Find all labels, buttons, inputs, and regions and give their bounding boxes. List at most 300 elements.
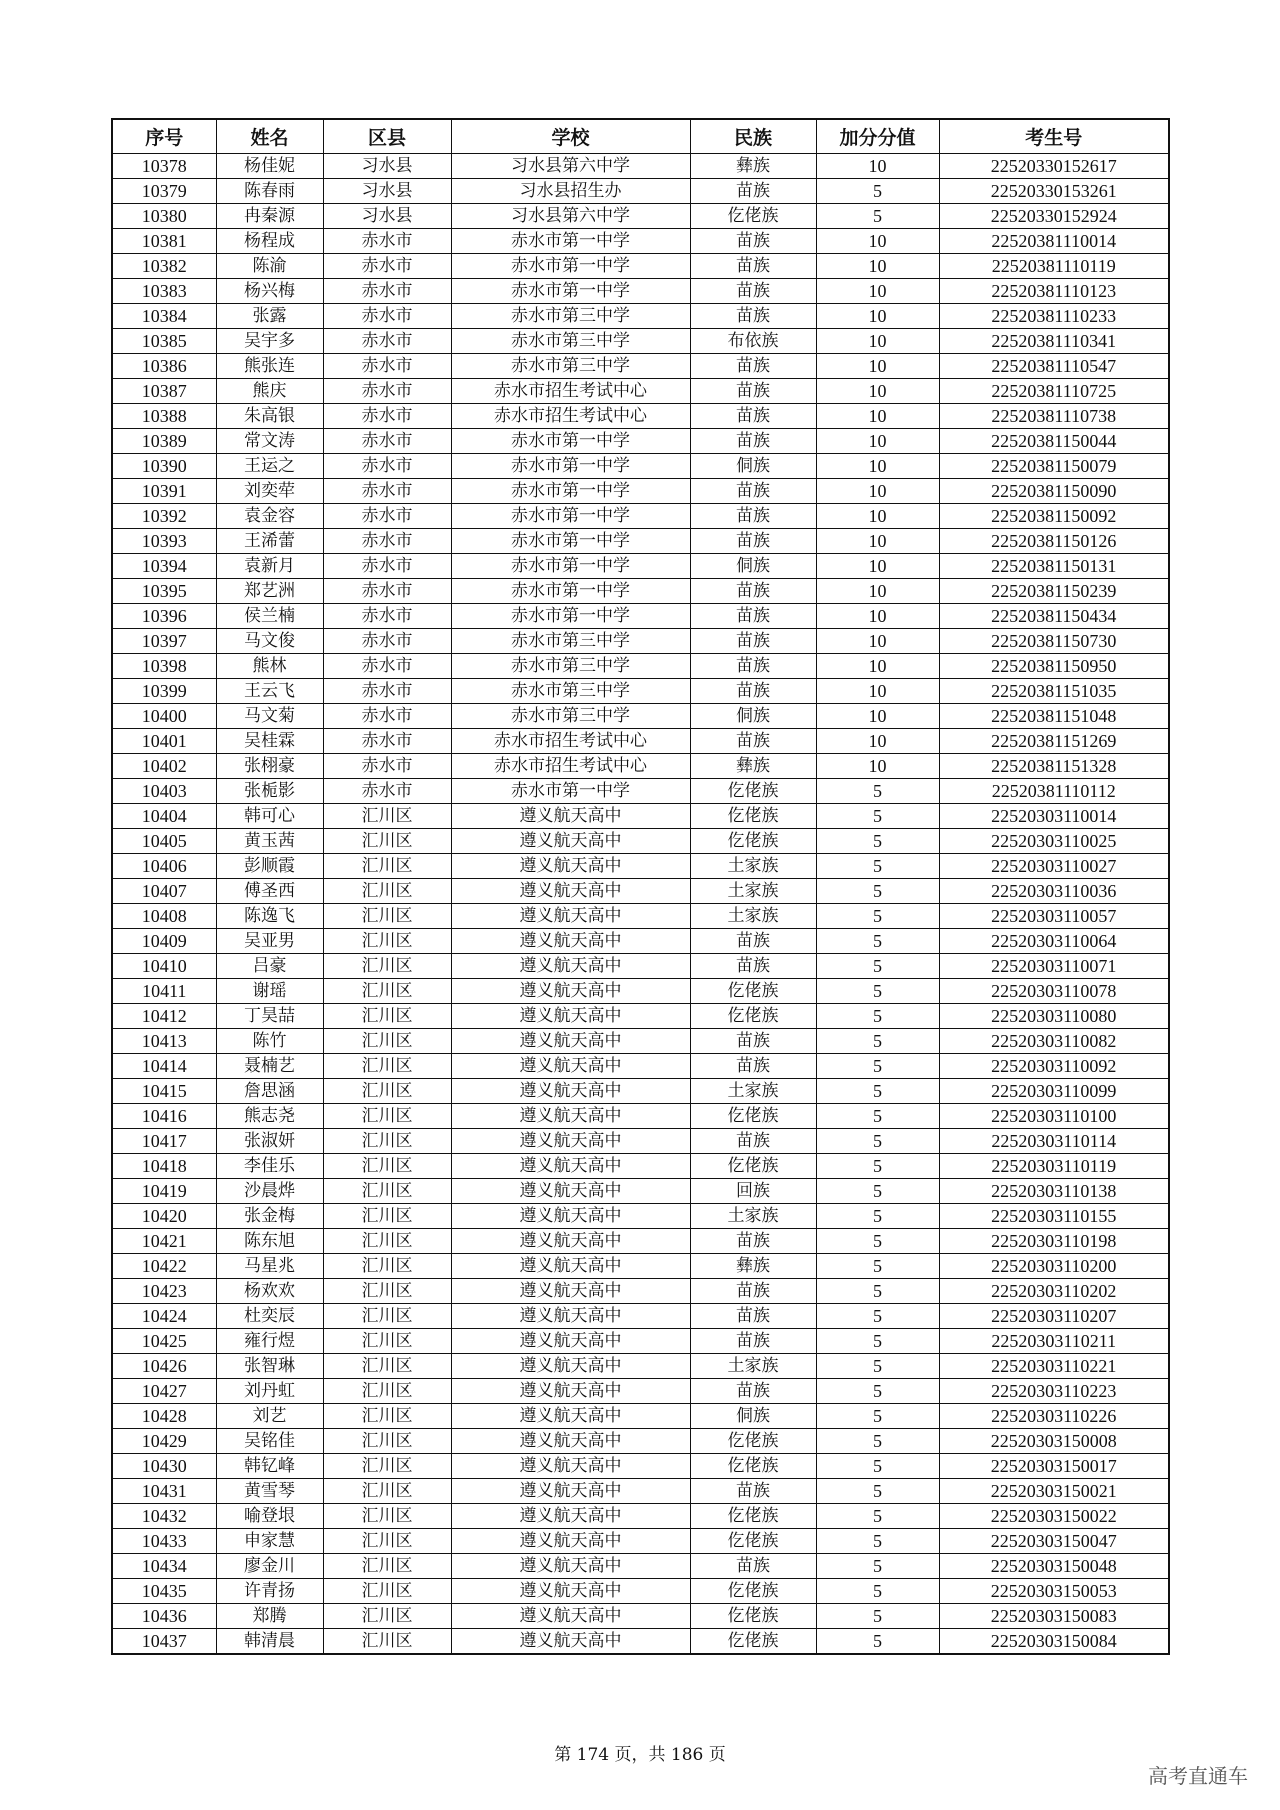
cell-county: 汇川区 <box>323 1079 451 1104</box>
cell-exam-id: 22520303150022 <box>939 1504 1169 1529</box>
cell-school: 习水县招生办 <box>451 179 690 204</box>
cell-county: 汇川区 <box>323 1154 451 1179</box>
cell-name: 常文涛 <box>216 429 323 454</box>
cell-bonus: 5 <box>816 1054 939 1079</box>
cell-serial: 10417 <box>112 1129 216 1154</box>
cell-school: 遵义航天高中 <box>451 829 690 854</box>
cell-name: 黄雪琴 <box>216 1479 323 1504</box>
cell-county: 赤水市 <box>323 429 451 454</box>
cell-ethnicity: 苗族 <box>690 229 816 254</box>
cell-county: 汇川区 <box>323 854 451 879</box>
table-row <box>112 554 1169 579</box>
cell-county: 汇川区 <box>323 1004 451 1029</box>
cell-ethnicity: 彝族 <box>690 1254 816 1279</box>
cell-school: 遵义航天高中 <box>451 1479 690 1504</box>
cell-ethnicity: 回族 <box>690 1179 816 1204</box>
cell-serial: 10431 <box>112 1479 216 1504</box>
cell-name: 郑腾 <box>216 1604 323 1629</box>
cell-name: 吴桂霖 <box>216 729 323 754</box>
table-row <box>112 1279 1169 1304</box>
cell-name: 吕豪 <box>216 954 323 979</box>
table-row <box>112 629 1169 654</box>
cell-ethnicity: 苗族 <box>690 954 816 979</box>
cell-ethnicity: 侗族 <box>690 554 816 579</box>
table-row <box>112 179 1169 204</box>
cell-county: 赤水市 <box>323 704 451 729</box>
cell-ethnicity: 苗族 <box>690 504 816 529</box>
table-row <box>112 604 1169 629</box>
cell-county: 赤水市 <box>323 729 451 754</box>
cell-county: 赤水市 <box>323 304 451 329</box>
cell-name: 张栀影 <box>216 779 323 804</box>
cell-bonus: 5 <box>816 1579 939 1604</box>
cell-bonus: 5 <box>816 204 939 229</box>
cell-ethnicity: 苗族 <box>690 729 816 754</box>
cell-school: 遵义航天高中 <box>451 979 690 1004</box>
cell-school: 遵义航天高中 <box>451 1179 690 1204</box>
cell-exam-id: 22520303110027 <box>939 854 1169 879</box>
cell-name: 杨兴梅 <box>216 279 323 304</box>
cell-exam-id: 22520303110155 <box>939 1204 1169 1229</box>
cell-name: 陈东旭 <box>216 1229 323 1254</box>
cell-bonus: 10 <box>816 304 939 329</box>
table-row <box>112 929 1169 954</box>
cell-exam-id: 22520330152924 <box>939 204 1169 229</box>
cell-exam-id: 22520381110341 <box>939 329 1169 354</box>
cell-school: 遵义航天高中 <box>451 1204 690 1229</box>
cell-bonus: 5 <box>816 1554 939 1579</box>
cell-exam-id: 22520381150079 <box>939 454 1169 479</box>
cell-county: 汇川区 <box>323 1479 451 1504</box>
cell-county: 汇川区 <box>323 804 451 829</box>
cell-school: 赤水市第一中学 <box>451 254 690 279</box>
cell-bonus: 5 <box>816 804 939 829</box>
cell-serial: 10429 <box>112 1429 216 1454</box>
cell-name: 沙晨烨 <box>216 1179 323 1204</box>
cell-county: 汇川区 <box>323 1354 451 1379</box>
cell-school: 赤水市第一中学 <box>451 604 690 629</box>
cell-serial: 10387 <box>112 379 216 404</box>
cell-name: 吴铭佳 <box>216 1429 323 1454</box>
cell-ethnicity: 仡佬族 <box>690 1104 816 1129</box>
cell-county: 汇川区 <box>323 1029 451 1054</box>
cell-school: 赤水市第一中学 <box>451 529 690 554</box>
cell-exam-id: 22520303150047 <box>939 1529 1169 1554</box>
cell-serial: 10412 <box>112 1004 216 1029</box>
cell-county: 汇川区 <box>323 1579 451 1604</box>
cell-bonus: 5 <box>816 1004 939 1029</box>
cell-serial: 10396 <box>112 604 216 629</box>
table-row <box>112 1229 1169 1254</box>
cell-name: 刘艺 <box>216 1404 323 1429</box>
cell-name: 陈渝 <box>216 254 323 279</box>
table-row <box>112 454 1169 479</box>
cell-name: 杨程成 <box>216 229 323 254</box>
cell-school: 遵义航天高中 <box>451 1279 690 1304</box>
cell-exam-id: 22520381150950 <box>939 654 1169 679</box>
cell-school: 遵义航天高中 <box>451 1304 690 1329</box>
table-row <box>112 329 1169 354</box>
cell-bonus: 5 <box>816 1204 939 1229</box>
cell-school: 遵义航天高中 <box>451 954 690 979</box>
cell-ethnicity: 仡佬族 <box>690 204 816 229</box>
cell-serial: 10422 <box>112 1254 216 1279</box>
cell-bonus: 10 <box>816 429 939 454</box>
cell-exam-id: 22520303110138 <box>939 1179 1169 1204</box>
cell-name: 马星兆 <box>216 1254 323 1279</box>
cell-ethnicity: 苗族 <box>690 629 816 654</box>
cell-name: 许青扬 <box>216 1579 323 1604</box>
cell-ethnicity: 仡佬族 <box>690 779 816 804</box>
table-row <box>112 704 1169 729</box>
cell-exam-id: 22520381150090 <box>939 479 1169 504</box>
cell-school: 遵义航天高中 <box>451 1604 690 1629</box>
cell-exam-id: 22520381151048 <box>939 704 1169 729</box>
table-row <box>112 679 1169 704</box>
cell-ethnicity: 土家族 <box>690 854 816 879</box>
cell-bonus: 5 <box>816 1254 939 1279</box>
cell-serial: 10416 <box>112 1104 216 1129</box>
cell-school: 赤水市招生考试中心 <box>451 729 690 754</box>
cell-bonus: 10 <box>816 404 939 429</box>
cell-name: 吴亚男 <box>216 929 323 954</box>
cell-bonus: 10 <box>816 154 939 179</box>
header-serial: 序号 <box>112 119 216 154</box>
cell-name: 王运之 <box>216 454 323 479</box>
cell-ethnicity: 苗族 <box>690 304 816 329</box>
cell-school: 遵义航天高中 <box>451 1529 690 1554</box>
cell-exam-id: 22520381110014 <box>939 229 1169 254</box>
cell-county: 汇川区 <box>323 1279 451 1304</box>
cell-school: 遵义航天高中 <box>451 1254 690 1279</box>
table-row <box>112 954 1169 979</box>
cell-exam-id: 22520303110057 <box>939 904 1169 929</box>
cell-serial: 10436 <box>112 1604 216 1629</box>
cell-serial: 10407 <box>112 879 216 904</box>
cell-school: 赤水市第一中学 <box>451 279 690 304</box>
cell-county: 赤水市 <box>323 754 451 779</box>
cell-serial: 10394 <box>112 554 216 579</box>
cell-county: 汇川区 <box>323 954 451 979</box>
cell-exam-id: 22520381150434 <box>939 604 1169 629</box>
cell-exam-id: 22520381150131 <box>939 554 1169 579</box>
cell-exam-id: 22520303110099 <box>939 1079 1169 1104</box>
cell-bonus: 5 <box>816 1229 939 1254</box>
cell-name: 张栩豪 <box>216 754 323 779</box>
cell-school: 遵义航天高中 <box>451 1379 690 1404</box>
cell-ethnicity: 苗族 <box>690 254 816 279</box>
cell-bonus: 5 <box>816 1029 939 1054</box>
cell-school: 遵义航天高中 <box>451 1554 690 1579</box>
cell-bonus: 10 <box>816 229 939 254</box>
table-row <box>112 1504 1169 1529</box>
cell-school: 遵义航天高中 <box>451 879 690 904</box>
cell-school: 赤水市第一中学 <box>451 554 690 579</box>
cell-ethnicity: 仡佬族 <box>690 1579 816 1604</box>
cell-school: 遵义航天高中 <box>451 1354 690 1379</box>
cell-county: 赤水市 <box>323 504 451 529</box>
cell-name: 傅圣西 <box>216 879 323 904</box>
cell-bonus: 5 <box>816 929 939 954</box>
cell-exam-id: 22520381150044 <box>939 429 1169 454</box>
table-row <box>112 1004 1169 1029</box>
cell-ethnicity: 仡佬族 <box>690 1429 816 1454</box>
table-row <box>112 904 1169 929</box>
cell-ethnicity: 彝族 <box>690 754 816 779</box>
cell-school: 遵义航天高中 <box>451 1429 690 1454</box>
cell-county: 汇川区 <box>323 1454 451 1479</box>
cell-exam-id: 22520303150008 <box>939 1429 1169 1454</box>
cell-school: 遵义航天高中 <box>451 1504 690 1529</box>
cell-bonus: 5 <box>816 1404 939 1429</box>
cell-exam-id: 22520303110036 <box>939 879 1169 904</box>
cell-ethnicity: 仡佬族 <box>690 1629 816 1655</box>
cell-name: 吴宇多 <box>216 329 323 354</box>
table-row <box>112 429 1169 454</box>
cell-ethnicity: 苗族 <box>690 529 816 554</box>
cell-bonus: 10 <box>816 579 939 604</box>
cell-school: 赤水市第一中学 <box>451 454 690 479</box>
cell-ethnicity: 苗族 <box>690 1279 816 1304</box>
table-row <box>112 229 1169 254</box>
cell-ethnicity: 苗族 <box>690 1229 816 1254</box>
cell-serial: 10434 <box>112 1554 216 1579</box>
cell-serial: 10414 <box>112 1054 216 1079</box>
table-row <box>112 154 1169 179</box>
cell-bonus: 5 <box>816 904 939 929</box>
cell-name: 马文菊 <box>216 704 323 729</box>
cell-serial: 10390 <box>112 454 216 479</box>
cell-ethnicity: 仡佬族 <box>690 1004 816 1029</box>
cell-name: 王浠蕾 <box>216 529 323 554</box>
cell-serial: 10384 <box>112 304 216 329</box>
cell-bonus: 10 <box>816 504 939 529</box>
cell-ethnicity: 仡佬族 <box>690 1504 816 1529</box>
cell-name: 喻登垠 <box>216 1504 323 1529</box>
cell-serial: 10435 <box>112 1579 216 1604</box>
cell-ethnicity: 土家族 <box>690 1079 816 1104</box>
cell-exam-id: 22520381110123 <box>939 279 1169 304</box>
table-row <box>112 1429 1169 1454</box>
cell-ethnicity: 苗族 <box>690 1479 816 1504</box>
cell-school: 遵义航天高中 <box>451 904 690 929</box>
watermark: 高考直通车 <box>1148 1764 1248 1788</box>
cell-ethnicity: 苗族 <box>690 1054 816 1079</box>
cell-bonus: 5 <box>816 979 939 1004</box>
cell-school: 赤水市第一中学 <box>451 504 690 529</box>
cell-bonus: 10 <box>816 379 939 404</box>
cell-name: 杨欢欢 <box>216 1279 323 1304</box>
cell-exam-id: 22520330153261 <box>939 179 1169 204</box>
cell-county: 汇川区 <box>323 1554 451 1579</box>
cell-county: 汇川区 <box>323 1204 451 1229</box>
cell-county: 赤水市 <box>323 379 451 404</box>
cell-county: 赤水市 <box>323 454 451 479</box>
cell-name: 熊庆 <box>216 379 323 404</box>
table-row <box>112 1404 1169 1429</box>
cell-county: 赤水市 <box>323 554 451 579</box>
cell-school: 遵义航天高中 <box>451 1004 690 1029</box>
cell-bonus: 5 <box>816 1604 939 1629</box>
cell-school: 赤水市第三中学 <box>451 304 690 329</box>
cell-bonus: 10 <box>816 604 939 629</box>
cell-exam-id: 22520303110198 <box>939 1229 1169 1254</box>
cell-county: 汇川区 <box>323 1404 451 1429</box>
cell-ethnicity: 苗族 <box>690 379 816 404</box>
cell-ethnicity: 侗族 <box>690 1404 816 1429</box>
cell-ethnicity: 布依族 <box>690 329 816 354</box>
cell-bonus: 5 <box>816 1379 939 1404</box>
cell-exam-id: 22520303110100 <box>939 1104 1169 1129</box>
cell-ethnicity: 苗族 <box>690 179 816 204</box>
cell-school: 习水县第六中学 <box>451 204 690 229</box>
cell-serial: 10423 <box>112 1279 216 1304</box>
cell-name: 谢瑶 <box>216 979 323 1004</box>
cell-county: 汇川区 <box>323 1104 451 1129</box>
cell-serial: 10381 <box>112 229 216 254</box>
cell-ethnicity: 苗族 <box>690 479 816 504</box>
cell-county: 汇川区 <box>323 904 451 929</box>
cell-name: 聂楠艺 <box>216 1054 323 1079</box>
table-row <box>112 729 1169 754</box>
cell-county: 赤水市 <box>323 479 451 504</box>
cell-serial: 10402 <box>112 754 216 779</box>
cell-school: 遵义航天高中 <box>451 1054 690 1079</box>
cell-name: 丁昊喆 <box>216 1004 323 1029</box>
cell-county: 习水县 <box>323 154 451 179</box>
table-row <box>112 504 1169 529</box>
cell-school: 遵义航天高中 <box>451 1404 690 1429</box>
cell-bonus: 10 <box>816 454 939 479</box>
cell-serial: 10398 <box>112 654 216 679</box>
cell-bonus: 10 <box>816 254 939 279</box>
cell-exam-id: 22520303110223 <box>939 1379 1169 1404</box>
cell-county: 汇川区 <box>323 979 451 1004</box>
cell-county: 赤水市 <box>323 329 451 354</box>
cell-exam-id: 22520303110078 <box>939 979 1169 1004</box>
cell-bonus: 10 <box>816 704 939 729</box>
cell-school: 赤水市第三中学 <box>451 679 690 704</box>
cell-exam-id: 22520303150083 <box>939 1604 1169 1629</box>
cell-exam-id: 22520303110202 <box>939 1279 1169 1304</box>
cell-school: 遵义航天高中 <box>451 1579 690 1604</box>
cell-serial: 10409 <box>112 929 216 954</box>
cell-bonus: 5 <box>816 779 939 804</box>
cell-bonus: 5 <box>816 1079 939 1104</box>
cell-name: 侯兰楠 <box>216 604 323 629</box>
cell-ethnicity: 苗族 <box>690 679 816 704</box>
cell-ethnicity: 侗族 <box>690 704 816 729</box>
cell-county: 赤水市 <box>323 254 451 279</box>
cell-name: 袁金容 <box>216 504 323 529</box>
cell-name: 张露 <box>216 304 323 329</box>
cell-county: 汇川区 <box>323 1329 451 1354</box>
cell-county: 赤水市 <box>323 404 451 429</box>
cell-exam-id: 22520381110547 <box>939 354 1169 379</box>
cell-serial: 10383 <box>112 279 216 304</box>
cell-exam-id: 22520381150239 <box>939 579 1169 604</box>
table-row <box>112 1254 1169 1279</box>
cell-bonus: 5 <box>816 1454 939 1479</box>
table-row <box>112 479 1169 504</box>
table-row <box>112 279 1169 304</box>
cell-name: 张智琳 <box>216 1354 323 1379</box>
cell-exam-id: 22520303110080 <box>939 1004 1169 1029</box>
cell-exam-id: 22520381110119 <box>939 254 1169 279</box>
cell-bonus: 5 <box>816 1279 939 1304</box>
cell-exam-id: 22520303110200 <box>939 1254 1169 1279</box>
cell-exam-id: 22520303150017 <box>939 1454 1169 1479</box>
cell-exam-id: 22520381150730 <box>939 629 1169 654</box>
cell-serial: 10420 <box>112 1204 216 1229</box>
cell-ethnicity: 苗族 <box>690 1304 816 1329</box>
cell-serial: 10380 <box>112 204 216 229</box>
cell-exam-id: 22520381110112 <box>939 779 1169 804</box>
cell-exam-id: 22520303110221 <box>939 1354 1169 1379</box>
cell-exam-id: 22520303110226 <box>939 1404 1169 1429</box>
cell-school: 遵义航天高中 <box>451 1129 690 1154</box>
table-row <box>112 204 1169 229</box>
cell-serial: 10393 <box>112 529 216 554</box>
cell-name: 马文俊 <box>216 629 323 654</box>
cell-name: 韩清晨 <box>216 1629 323 1655</box>
cell-bonus: 5 <box>816 1479 939 1504</box>
cell-school: 遵义航天高中 <box>451 804 690 829</box>
cell-county: 赤水市 <box>323 354 451 379</box>
cell-school: 遵义航天高中 <box>451 1029 690 1054</box>
cell-county: 赤水市 <box>323 229 451 254</box>
table-row <box>112 1454 1169 1479</box>
table-row <box>112 1304 1169 1329</box>
cell-serial: 10405 <box>112 829 216 854</box>
cell-serial: 10410 <box>112 954 216 979</box>
cell-ethnicity: 彝族 <box>690 154 816 179</box>
cell-school: 赤水市第三中学 <box>451 704 690 729</box>
cell-name: 韩可心 <box>216 804 323 829</box>
cell-ethnicity: 苗族 <box>690 654 816 679</box>
cell-ethnicity: 仡佬族 <box>690 1529 816 1554</box>
table-row <box>112 1554 1169 1579</box>
cell-county: 汇川区 <box>323 1379 451 1404</box>
cell-ethnicity: 土家族 <box>690 904 816 929</box>
cell-bonus: 5 <box>816 879 939 904</box>
cell-bonus: 5 <box>816 1104 939 1129</box>
cell-ethnicity: 土家族 <box>690 879 816 904</box>
cell-name: 张淑妍 <box>216 1129 323 1154</box>
cell-county: 汇川区 <box>323 879 451 904</box>
cell-bonus: 5 <box>816 954 939 979</box>
cell-county: 汇川区 <box>323 1054 451 1079</box>
cell-exam-id: 22520381151269 <box>939 729 1169 754</box>
header-county: 区县 <box>323 119 451 154</box>
cell-bonus: 5 <box>816 829 939 854</box>
cell-ethnicity: 苗族 <box>690 1029 816 1054</box>
cell-exam-id: 22520381151328 <box>939 754 1169 779</box>
cell-ethnicity: 仡佬族 <box>690 804 816 829</box>
cell-ethnicity: 侗族 <box>690 454 816 479</box>
header-ethnicity: 民族 <box>690 119 816 154</box>
cell-serial: 10378 <box>112 154 216 179</box>
cell-name: 廖金川 <box>216 1554 323 1579</box>
cell-school: 遵义航天高中 <box>451 929 690 954</box>
cell-county: 赤水市 <box>323 654 451 679</box>
cell-bonus: 10 <box>816 654 939 679</box>
cell-county: 汇川区 <box>323 1604 451 1629</box>
cell-exam-id: 22520303110071 <box>939 954 1169 979</box>
cell-name: 詹思涵 <box>216 1079 323 1104</box>
cell-name: 陈春雨 <box>216 179 323 204</box>
cell-serial: 10404 <box>112 804 216 829</box>
